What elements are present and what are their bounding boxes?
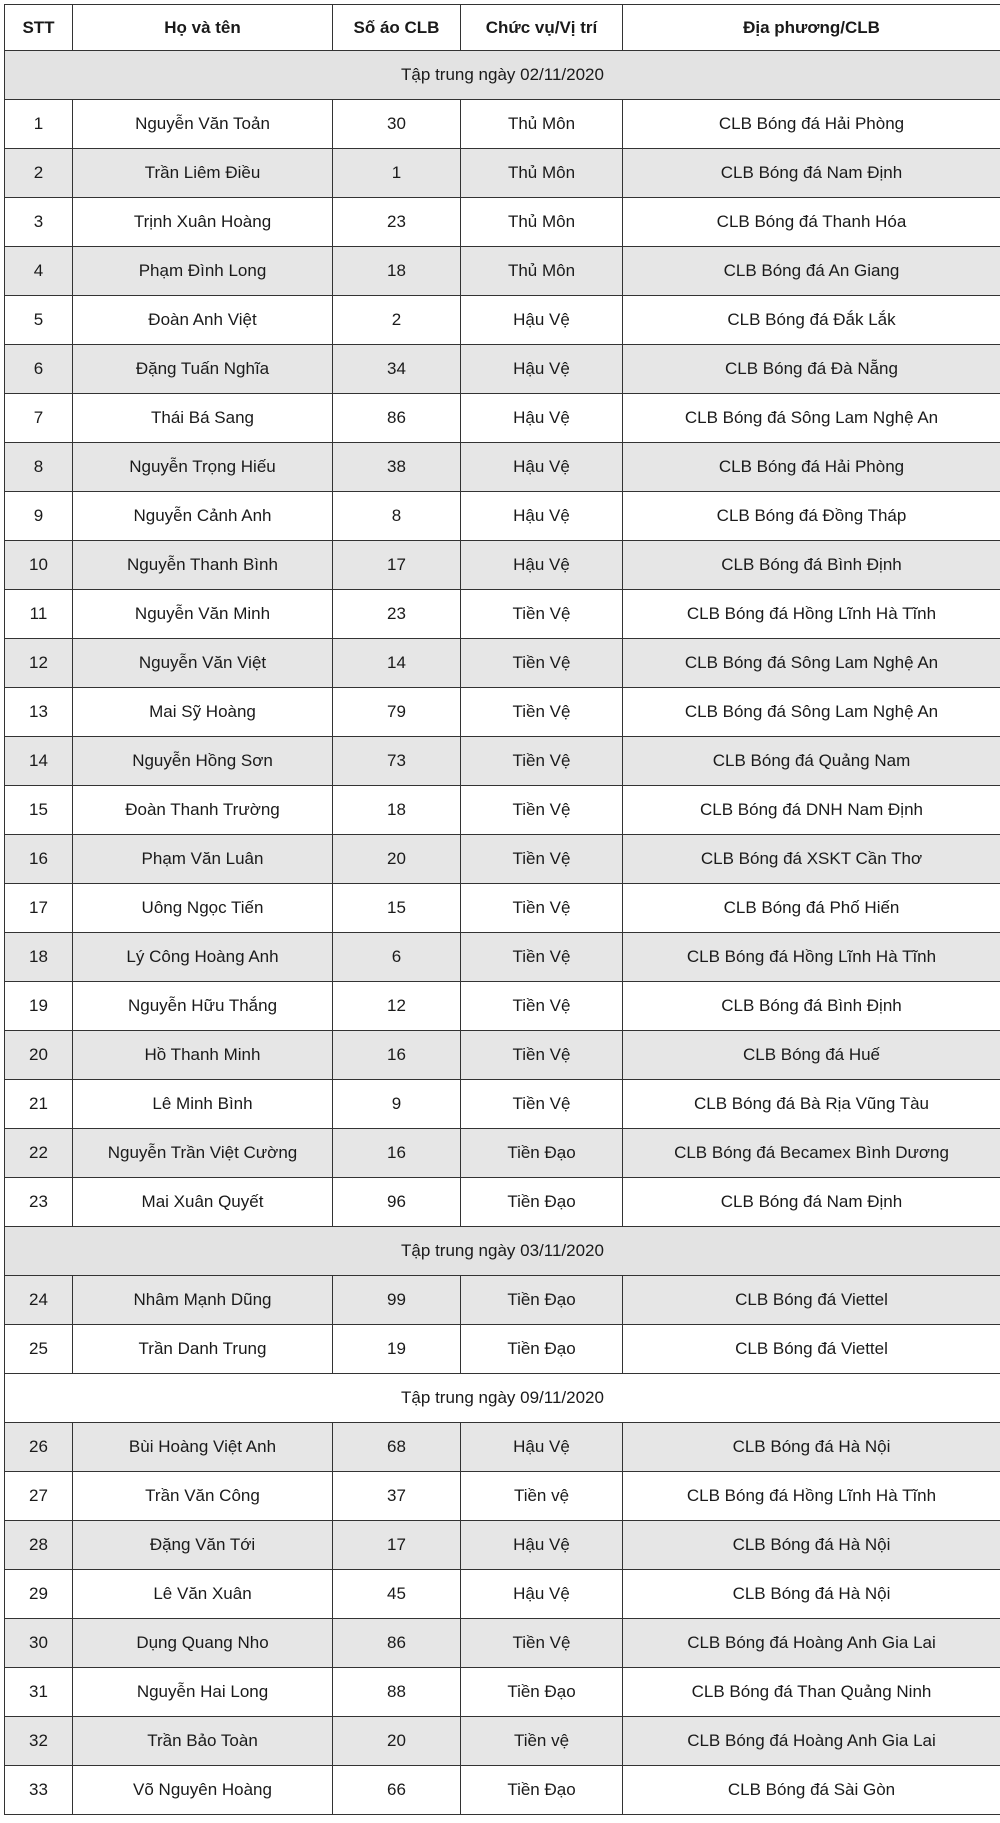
cell-club: CLB Bóng đá Than Quảng Ninh xyxy=(623,1668,1000,1717)
cell-club: CLB Bóng đá Nam Định xyxy=(623,149,1000,198)
cell-club: CLB Bóng đá Hồng Lĩnh Hà Tĩnh xyxy=(623,590,1000,639)
table-row xyxy=(5,1031,1000,1080)
cell-position: Hậu Vệ xyxy=(461,345,623,394)
cell-stt: 17 xyxy=(5,884,73,933)
table-row xyxy=(5,1423,1000,1472)
cell-shirt-number: 9 xyxy=(333,1080,461,1129)
cell-stt: 1 xyxy=(5,100,73,149)
cell-stt: 20 xyxy=(5,1031,73,1080)
cell-stt: 31 xyxy=(5,1668,73,1717)
group-header-row xyxy=(5,1374,1000,1423)
table-row xyxy=(5,247,1000,296)
cell-shirt-number: 20 xyxy=(333,1717,461,1766)
cell-position: Tiền Vệ xyxy=(461,688,623,737)
group-title: Tập trung ngày 09/11/2020 xyxy=(5,1374,1000,1423)
cell-shirt-number: 30 xyxy=(333,100,461,149)
cell-club: CLB Bóng đá Becamex Bình Dương xyxy=(623,1129,1000,1178)
table-row xyxy=(5,1570,1000,1619)
cell-player-name: Nguyễn Trọng Hiếu xyxy=(73,443,333,492)
cell-player-name: Nguyễn Cảnh Anh xyxy=(73,492,333,541)
cell-player-name: Đặng Văn Tới xyxy=(73,1521,333,1570)
table-row xyxy=(5,1668,1000,1717)
cell-shirt-number: 66 xyxy=(333,1766,461,1815)
cell-shirt-number: 23 xyxy=(333,198,461,247)
cell-shirt-number: 34 xyxy=(333,345,461,394)
cell-player-name: Mai Xuân Quyết xyxy=(73,1178,333,1227)
cell-shirt-number: 23 xyxy=(333,590,461,639)
cell-position: Tiền Vệ xyxy=(461,835,623,884)
cell-shirt-number: 18 xyxy=(333,247,461,296)
cell-shirt-number: 8 xyxy=(333,492,461,541)
cell-position: Tiền Vệ xyxy=(461,1080,623,1129)
table-row xyxy=(5,296,1000,345)
table-row xyxy=(5,1178,1000,1227)
cell-stt: 30 xyxy=(5,1619,73,1668)
cell-player-name: Đoàn Anh Việt xyxy=(73,296,333,345)
cell-shirt-number: 45 xyxy=(333,1570,461,1619)
cell-player-name: Đoàn Thanh Trường xyxy=(73,786,333,835)
cell-club: CLB Bóng đá Sài Gòn xyxy=(623,1766,1000,1815)
cell-club: CLB Bóng đá Bình Định xyxy=(623,541,1000,590)
cell-player-name: Trần Văn Công xyxy=(73,1472,333,1521)
table-row xyxy=(5,1472,1000,1521)
cell-club: CLB Bóng đá Bình Định xyxy=(623,982,1000,1031)
header-club: Địa phương/CLB xyxy=(623,5,1000,51)
cell-player-name: Nhâm Mạnh Dũng xyxy=(73,1276,333,1325)
cell-club: CLB Bóng đá Huế xyxy=(623,1031,1000,1080)
cell-club: CLB Bóng đá Quảng Nam xyxy=(623,737,1000,786)
table-row xyxy=(5,1080,1000,1129)
table-row xyxy=(5,1619,1000,1668)
cell-position: Tiền Đạo xyxy=(461,1325,623,1374)
cell-shirt-number: 17 xyxy=(333,1521,461,1570)
header-shirt-number: Số áo CLB xyxy=(333,5,461,51)
cell-shirt-number: 37 xyxy=(333,1472,461,1521)
cell-player-name: Nguyễn Hồng Sơn xyxy=(73,737,333,786)
cell-position: Thủ Môn xyxy=(461,247,623,296)
header-row xyxy=(5,5,1000,51)
cell-shirt-number: 6 xyxy=(333,933,461,982)
cell-player-name: Nguyễn Trần Việt Cường xyxy=(73,1129,333,1178)
cell-position: Tiền Vệ xyxy=(461,737,623,786)
cell-club: CLB Bóng đá Hải Phòng xyxy=(623,100,1000,149)
cell-shirt-number: 88 xyxy=(333,1668,461,1717)
player-roster-table-container xyxy=(4,4,1000,1815)
cell-stt: 33 xyxy=(5,1766,73,1815)
cell-club: CLB Bóng đá Đắk Lắk xyxy=(623,296,1000,345)
cell-stt: 10 xyxy=(5,541,73,590)
cell-player-name: Dụng Quang Nho xyxy=(73,1619,333,1668)
cell-player-name: Nguyễn Văn Việt xyxy=(73,639,333,688)
cell-shirt-number: 16 xyxy=(333,1031,461,1080)
cell-shirt-number: 79 xyxy=(333,688,461,737)
table-row xyxy=(5,443,1000,492)
cell-position: Tiền Đạo xyxy=(461,1129,623,1178)
cell-shirt-number: 19 xyxy=(333,1325,461,1374)
cell-club: CLB Bóng đá Sông Lam Nghệ An xyxy=(623,639,1000,688)
cell-player-name: Nguyễn Văn Minh xyxy=(73,590,333,639)
cell-stt: 21 xyxy=(5,1080,73,1129)
table-row xyxy=(5,835,1000,884)
cell-player-name: Phạm Văn Luân xyxy=(73,835,333,884)
cell-stt: 16 xyxy=(5,835,73,884)
table-row xyxy=(5,1129,1000,1178)
cell-club: CLB Bóng đá Hoàng Anh Gia Lai xyxy=(623,1717,1000,1766)
cell-club: CLB Bóng đá Hà Nội xyxy=(623,1521,1000,1570)
cell-position: Tiền Đạo xyxy=(461,1668,623,1717)
cell-player-name: Lý Công Hoàng Anh xyxy=(73,933,333,982)
cell-position: Tiền Vệ xyxy=(461,786,623,835)
cell-position: Hậu Vệ xyxy=(461,443,623,492)
cell-shirt-number: 14 xyxy=(333,639,461,688)
cell-position: Tiền Đạo xyxy=(461,1766,623,1815)
cell-player-name: Nguyễn Văn Toản xyxy=(73,100,333,149)
cell-club: CLB Bóng đá Sông Lam Nghệ An xyxy=(623,394,1000,443)
cell-club: CLB Bóng đá Nam Định xyxy=(623,1178,1000,1227)
cell-player-name: Trần Liêm Điều xyxy=(73,149,333,198)
cell-club: CLB Bóng đá Sông Lam Nghệ An xyxy=(623,688,1000,737)
cell-club: CLB Bóng đá Hà Nội xyxy=(623,1423,1000,1472)
cell-shirt-number: 15 xyxy=(333,884,461,933)
cell-stt: 25 xyxy=(5,1325,73,1374)
cell-club: CLB Bóng đá Bà Rịa Vũng Tàu xyxy=(623,1080,1000,1129)
cell-shirt-number: 38 xyxy=(333,443,461,492)
table-row xyxy=(5,198,1000,247)
table-row xyxy=(5,345,1000,394)
cell-player-name: Hồ Thanh Minh xyxy=(73,1031,333,1080)
group-title: Tập trung ngày 02/11/2020 xyxy=(5,51,1000,100)
cell-club: CLB Bóng đá Viettel xyxy=(623,1276,1000,1325)
header-name: Họ và tên xyxy=(73,5,333,51)
cell-stt: 29 xyxy=(5,1570,73,1619)
cell-position: Hậu Vệ xyxy=(461,492,623,541)
cell-position: Tiền Vệ xyxy=(461,639,623,688)
cell-stt: 19 xyxy=(5,982,73,1031)
cell-stt: 9 xyxy=(5,492,73,541)
cell-stt: 15 xyxy=(5,786,73,835)
cell-position: Tiền Vệ xyxy=(461,884,623,933)
table-row xyxy=(5,1766,1000,1815)
table-row xyxy=(5,688,1000,737)
table-row xyxy=(5,590,1000,639)
table-row xyxy=(5,737,1000,786)
cell-player-name: Trần Bảo Toàn xyxy=(73,1717,333,1766)
table-row xyxy=(5,492,1000,541)
cell-player-name: Thái Bá Sang xyxy=(73,394,333,443)
cell-club: CLB Bóng đá Hoàng Anh Gia Lai xyxy=(623,1619,1000,1668)
cell-stt: 28 xyxy=(5,1521,73,1570)
cell-club: CLB Bóng đá Thanh Hóa xyxy=(623,198,1000,247)
table-row xyxy=(5,982,1000,1031)
cell-player-name: Nguyễn Hai Long xyxy=(73,1668,333,1717)
cell-player-name: Trần Danh Trung xyxy=(73,1325,333,1374)
cell-player-name: Bùi Hoàng Việt Anh xyxy=(73,1423,333,1472)
table-row xyxy=(5,786,1000,835)
cell-position: Thủ Môn xyxy=(461,100,623,149)
cell-position: Hậu Vệ xyxy=(461,394,623,443)
cell-shirt-number: 73 xyxy=(333,737,461,786)
cell-stt: 3 xyxy=(5,198,73,247)
cell-stt: 12 xyxy=(5,639,73,688)
table-row xyxy=(5,1717,1000,1766)
group-header-row xyxy=(5,1227,1000,1276)
cell-shirt-number: 20 xyxy=(333,835,461,884)
cell-stt: 6 xyxy=(5,345,73,394)
header-position: Chức vụ/Vị trí xyxy=(461,5,623,51)
cell-position: Tiền Đạo xyxy=(461,1276,623,1325)
cell-stt: 4 xyxy=(5,247,73,296)
cell-stt: 7 xyxy=(5,394,73,443)
table-row xyxy=(5,541,1000,590)
cell-stt: 18 xyxy=(5,933,73,982)
cell-player-name: Uông Ngọc Tiến xyxy=(73,884,333,933)
cell-position: Hậu Vệ xyxy=(461,1521,623,1570)
cell-position: Tiền Vệ xyxy=(461,982,623,1031)
cell-stt: 23 xyxy=(5,1178,73,1227)
cell-position: Tiền Vệ xyxy=(461,1031,623,1080)
cell-stt: 11 xyxy=(5,590,73,639)
cell-player-name: Lê Văn Xuân xyxy=(73,1570,333,1619)
cell-shirt-number: 18 xyxy=(333,786,461,835)
cell-player-name: Lê Minh Bình xyxy=(73,1080,333,1129)
cell-stt: 5 xyxy=(5,296,73,345)
cell-club: CLB Bóng đá Viettel xyxy=(623,1325,1000,1374)
cell-shirt-number: 96 xyxy=(333,1178,461,1227)
cell-player-name: Đặng Tuấn Nghĩa xyxy=(73,345,333,394)
cell-club: CLB Bóng đá Phố Hiến xyxy=(623,884,1000,933)
cell-stt: 22 xyxy=(5,1129,73,1178)
cell-player-name: Trịnh Xuân Hoàng xyxy=(73,198,333,247)
player-roster-table xyxy=(4,4,1000,1815)
cell-shirt-number: 99 xyxy=(333,1276,461,1325)
cell-shirt-number: 86 xyxy=(333,394,461,443)
cell-position: Tiền Vệ xyxy=(461,933,623,982)
cell-stt: 24 xyxy=(5,1276,73,1325)
cell-position: Thủ Môn xyxy=(461,149,623,198)
cell-player-name: Võ Nguyên Hoàng xyxy=(73,1766,333,1815)
cell-club: CLB Bóng đá Hồng Lĩnh Hà Tĩnh xyxy=(623,933,1000,982)
cell-position: Hậu Vệ xyxy=(461,541,623,590)
cell-stt: 27 xyxy=(5,1472,73,1521)
cell-shirt-number: 12 xyxy=(333,982,461,1031)
cell-stt: 2 xyxy=(5,149,73,198)
header-stt: STT xyxy=(5,5,73,51)
cell-position: Tiền Đạo xyxy=(461,1178,623,1227)
group-title: Tập trung ngày 03/11/2020 xyxy=(5,1227,1000,1276)
cell-position: Tiền Vệ xyxy=(461,1619,623,1668)
cell-shirt-number: 86 xyxy=(333,1619,461,1668)
cell-club: CLB Bóng đá XSKT Cần Thơ xyxy=(623,835,1000,884)
table-row xyxy=(5,100,1000,149)
cell-player-name: Nguyễn Hữu Thắng xyxy=(73,982,333,1031)
cell-player-name: Phạm Đình Long xyxy=(73,247,333,296)
cell-position: Tiền Vệ xyxy=(461,590,623,639)
cell-stt: 13 xyxy=(5,688,73,737)
cell-player-name: Mai Sỹ Hoàng xyxy=(73,688,333,737)
cell-club: CLB Bóng đá Hải Phòng xyxy=(623,443,1000,492)
cell-shirt-number: 16 xyxy=(333,1129,461,1178)
cell-club: CLB Bóng đá Hồng Lĩnh Hà Tĩnh xyxy=(623,1472,1000,1521)
cell-stt: 14 xyxy=(5,737,73,786)
cell-club: CLB Bóng đá Đồng Tháp xyxy=(623,492,1000,541)
table-row xyxy=(5,394,1000,443)
table-row xyxy=(5,639,1000,688)
cell-stt: 32 xyxy=(5,1717,73,1766)
cell-stt: 8 xyxy=(5,443,73,492)
cell-shirt-number: 17 xyxy=(333,541,461,590)
group-header-row xyxy=(5,51,1000,100)
cell-shirt-number: 2 xyxy=(333,296,461,345)
table-row xyxy=(5,1325,1000,1374)
cell-position: Hậu Vệ xyxy=(461,1423,623,1472)
cell-position: Thủ Môn xyxy=(461,198,623,247)
roster-body xyxy=(5,51,1000,1815)
table-row xyxy=(5,1276,1000,1325)
cell-shirt-number: 1 xyxy=(333,149,461,198)
cell-club: CLB Bóng đá DNH Nam Định xyxy=(623,786,1000,835)
cell-position: Tiền vệ xyxy=(461,1472,623,1521)
table-row xyxy=(5,884,1000,933)
table-row xyxy=(5,149,1000,198)
cell-position: Tiền vệ xyxy=(461,1717,623,1766)
cell-stt: 26 xyxy=(5,1423,73,1472)
table-row xyxy=(5,933,1000,982)
cell-player-name: Nguyễn Thanh Bình xyxy=(73,541,333,590)
cell-position: Hậu Vệ xyxy=(461,1570,623,1619)
cell-club: CLB Bóng đá Đà Nẵng xyxy=(623,345,1000,394)
table-row xyxy=(5,1521,1000,1570)
cell-club: CLB Bóng đá Hà Nội xyxy=(623,1570,1000,1619)
cell-position: Hậu Vệ xyxy=(461,296,623,345)
cell-shirt-number: 68 xyxy=(333,1423,461,1472)
cell-club: CLB Bóng đá An Giang xyxy=(623,247,1000,296)
